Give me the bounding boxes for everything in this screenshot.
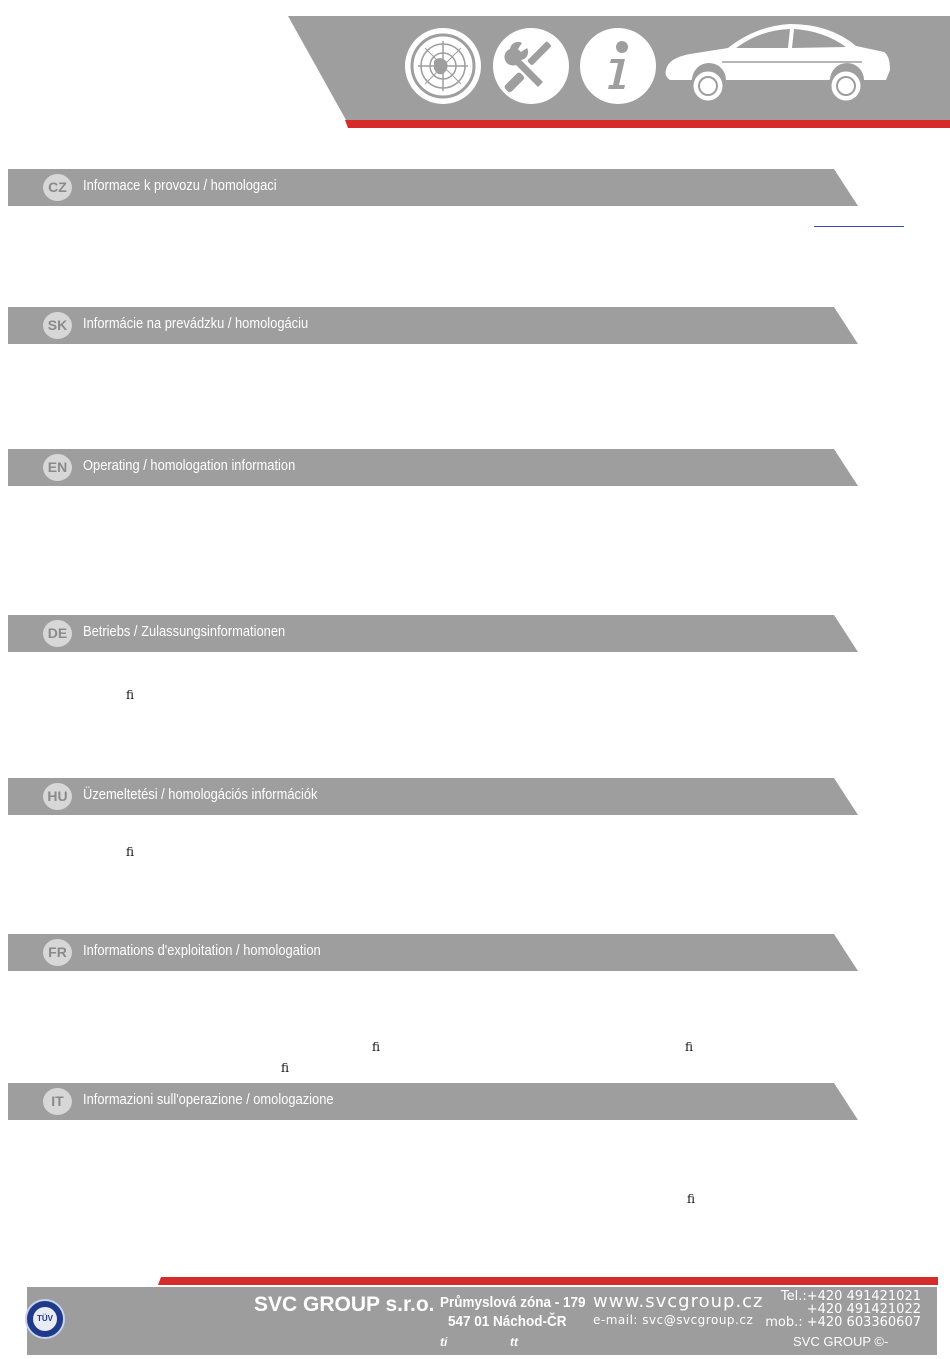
language-badge: HU <box>43 783 72 810</box>
section-title: Informazioni sull'operazione / omologazione <box>83 1091 334 1108</box>
footer-italic-fragment: tt <box>510 1335 518 1349</box>
text-fragment: fi <box>687 1192 696 1206</box>
section-bar-fr <box>8 934 858 971</box>
language-badge: DE <box>43 620 72 647</box>
text-fragment: fi <box>281 1061 290 1075</box>
address-line-1: Průmyslová zóna - 179 <box>440 1294 586 1311</box>
section-title: Betriebs / Zulassungsinformationen <box>83 623 286 640</box>
section-title: Informácie na prevádzku / homologáciu <box>83 315 309 332</box>
certification-logo-text: TÜV <box>33 1307 57 1331</box>
section-bar-hu <box>8 778 858 815</box>
footer-red-stripe <box>158 1277 938 1285</box>
certification-logo <box>25 1299 65 1339</box>
tools-icon <box>492 27 570 105</box>
company-name: SVC GROUP s.r.o. <box>254 1293 435 1316</box>
section-title: Informace k provozu / homologaci <box>83 177 277 194</box>
car-icon <box>662 22 892 106</box>
email-link[interactable]: e-mail: svc@svcgroup.cz <box>593 1313 754 1327</box>
header-red-stripe <box>345 118 950 128</box>
address-line-2: 547 01 Náchod-ČR <box>448 1313 567 1330</box>
section-title: Üzemeltetési / homologációs információk <box>83 786 318 803</box>
section-bar-de <box>8 615 858 652</box>
website-link[interactable]: www.svcgroup.cz <box>593 1291 764 1312</box>
language-badge: IT <box>43 1088 72 1115</box>
text-fragment: fi <box>685 1040 694 1054</box>
info-icon <box>579 27 657 105</box>
un-emblem-icon <box>404 27 482 105</box>
language-badge: SK <box>43 312 72 339</box>
language-badge: CZ <box>43 174 72 201</box>
mobile-line: mob.: +420 603360607 <box>765 1315 921 1330</box>
section-bar-en <box>8 449 858 486</box>
section-title: Operating / homologation information <box>83 457 296 474</box>
language-badge: FR <box>43 939 72 966</box>
phone-line: Tel.:+420 491421021 <box>780 1289 921 1304</box>
section-bar-it <box>8 1083 858 1120</box>
phone-block <box>765 1290 921 1329</box>
copyright: SVC GROUP ©- <box>793 1334 889 1349</box>
section-bar-sk <box>8 307 858 344</box>
phone-line: +420 491421022 <box>806 1302 921 1317</box>
text-fragment: fi <box>126 845 135 859</box>
footer-italic-fragment: ti <box>440 1335 448 1349</box>
text-fragment: fi <box>372 1040 381 1054</box>
link-underline[interactable] <box>814 226 904 227</box>
section-title: Informations d'exploitation / homologation <box>83 942 321 959</box>
text-fragment: fi <box>126 688 135 702</box>
section-bar-cz <box>8 169 858 206</box>
language-badge: EN <box>43 454 72 481</box>
